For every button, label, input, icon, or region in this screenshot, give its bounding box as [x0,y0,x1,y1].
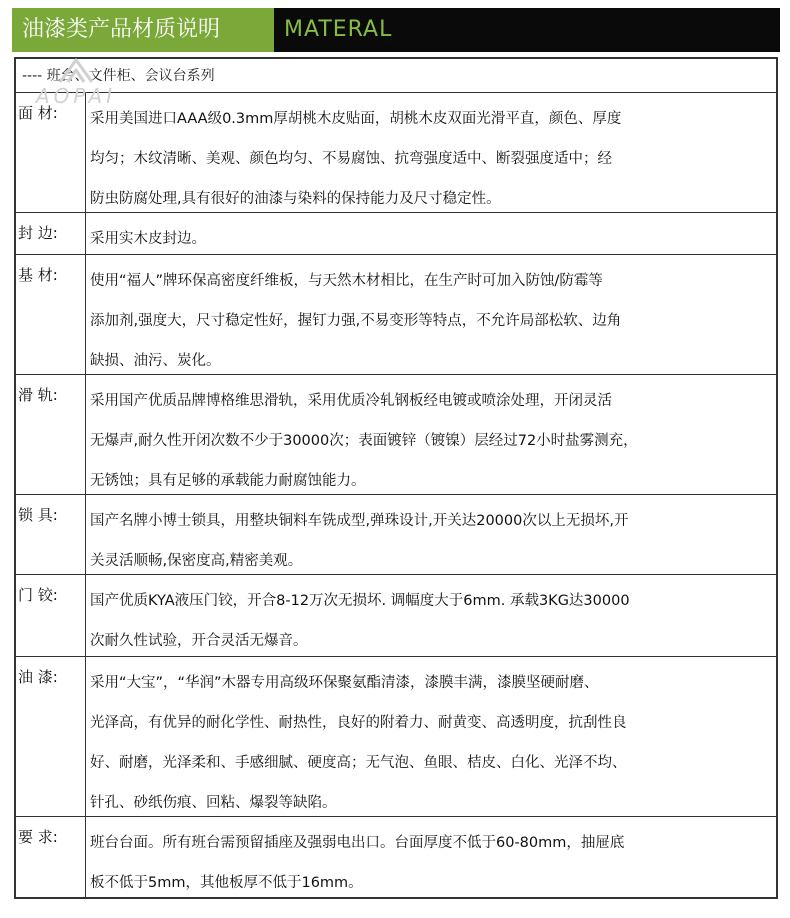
row-label: 面 材: [18,104,58,122]
row-label-cell [16,817,86,897]
content-line: 无爆声,耐久性开闭次数不少于30000次；表面镀锌（镀镍）层经过72小时盐雾测充， [90,433,638,449]
row-label: 要 求: [18,828,58,846]
row-content [90,823,774,903]
table-row [16,93,776,213]
content-line: 添加剂,强度大，尺寸稳定性好，握钉力强,不易变形等特点，不允许局部松软、边角 [90,313,622,329]
row-content [90,99,774,219]
content-line: 好、耐磨，光泽柔和、手感细腻、硬度高；无气泡、鱼眼、桔皮、白化、光泽不均、 [90,755,627,771]
content-line: 关灵活顺畅,保密度高,精密美观。 [90,553,303,569]
row-content [90,261,774,381]
table-row [16,657,776,817]
content-line: 采用实木皮封边。 [90,231,206,247]
header-bar [12,8,780,52]
row-content [90,219,774,259]
content-line: 国产优质KYA液压门铰，开合8-12万次无损坏. 调幅度大于6mm. 承载3KG达30000 [90,593,630,609]
table-row [16,495,776,575]
content-line: 采用国产优质品牌博格维思滑轨，采用优质冷轧钢板经电镀或喷涂处理，开闭灵活 [90,393,612,409]
table-row [16,213,776,255]
row-content [90,581,774,661]
row-label-cell [16,575,86,656]
row-label-cell [16,213,86,254]
row-label: 滑 轨: [18,386,58,404]
page-title-en: MATERAL [284,17,393,42]
content-line: 光泽高，有优异的耐化学性、耐热性，良好的附着力、耐黄变、高透明度，抗刮性良 [90,715,627,731]
row-label: 门 铰: [18,586,58,604]
content-line: 板不低于5mm，其他板厚不低于16mm。 [90,875,363,891]
header-green-block [12,8,274,52]
table-row [16,375,776,495]
content-line: 均匀；木纹清晰、美观、颜色均匀、不易腐蚀、抗弯强度适中、断裂强度适中；经 [90,151,612,167]
content-line: 采用美国进口AAA级0.3mm厚胡桃木皮贴面，胡桃木皮双面光滑平直，颜色、厚度 [90,111,622,127]
material-table [14,57,778,899]
aopai-logo [6,58,156,108]
content-line: 班台台面。所有班台需预留插座及强弱电出口。台面厚度不低于60-80mm，抽屉底 [90,835,625,851]
series-subtitle: ---- 班台、文件柜、会议台系列 [16,59,776,93]
content-line: 防虫防腐处理,具有很好的油漆与染料的保持能力及尺寸稳定性。 [90,191,501,207]
table-row [16,255,776,375]
row-label: 基 材: [18,266,58,284]
row-label-cell [16,255,86,374]
row-label: 封 边: [18,224,58,242]
content-line: 国产名牌小博士锁具，用整块铜料车铣成型,弹珠设计,开关达20000次以上无损坏,开 [90,513,629,529]
content-line: 缺损、油污、炭化。 [90,353,221,369]
table-row [16,817,776,897]
page-title: 油漆类产品材质说明 [22,17,221,42]
content-line: 使用“福人”牌环保高密度纤维板，与天然木材相比，在生产时可加入防蚀/防霉等 [90,273,603,289]
row-label: 油 漆: [18,668,58,686]
content-line: 次耐久性试验，开合灵活无爆音。 [90,633,308,649]
row-label-cell [16,375,86,494]
table-row [16,575,776,657]
content-line: 针孔、砂纸伤痕、回粘、爆裂等缺陷。 [90,795,337,811]
row-label-cell [16,495,86,574]
row-content [90,501,774,581]
row-label-cell [16,93,86,212]
row-label: 锁 具: [18,506,58,524]
logo-text: AOPAI [35,84,117,108]
row-content [90,663,774,823]
row-label-cell [16,657,86,816]
row-content [90,381,774,501]
content-line: 采用“大宝”，“华润”木器专用高级环保聚氨酯清漆，漆膜丰满，漆膜坚硬耐磨、 [90,675,599,691]
content-line: 无锈蚀；具有足够的承载能力耐腐蚀能力。 [90,473,366,489]
aopai-logo-icon [56,58,96,84]
